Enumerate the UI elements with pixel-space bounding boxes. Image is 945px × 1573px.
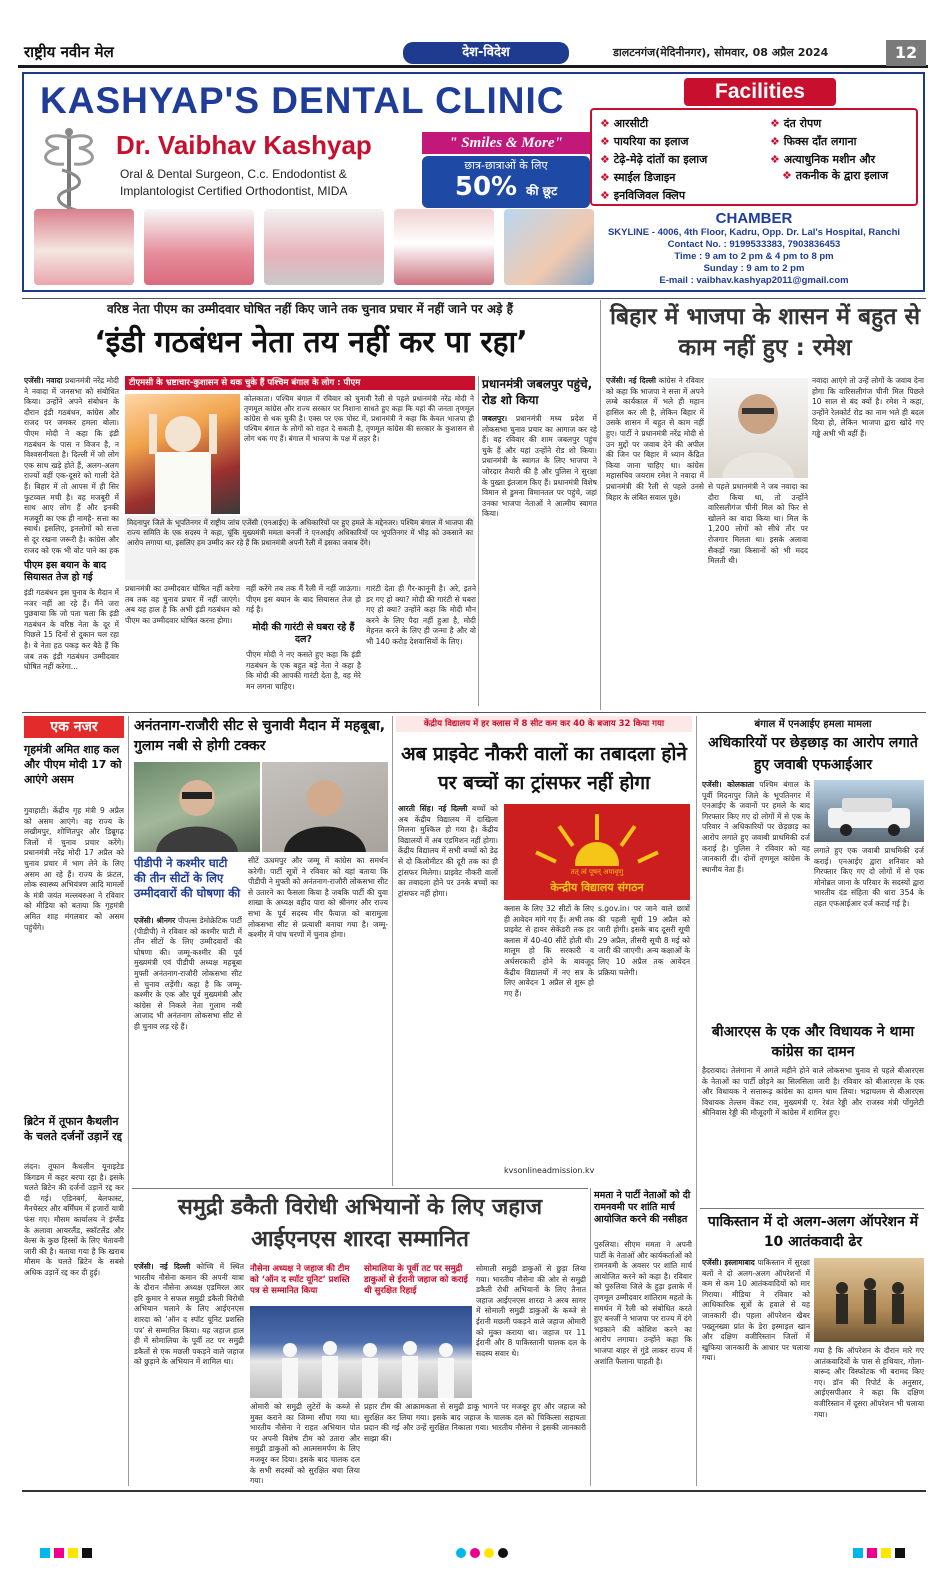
pak-column-2: गया है कि ऑपरेशन के दौरान मारे गए आतंकवादियों के पास से हथियार, गोला-बारूद और विस्फोटक भी बरामद किए गए। डॉन की रिपोर्ट के अनुसार, आईएसपीआर ने कहा कि दक्षिण वजीरिस्तान में दूसरा ऑपरेशन भी चलाया गया। (814, 1346, 924, 1419)
chamber-sunday: Sunday : 9 am to 2 pm (703, 263, 805, 274)
newspaper-logo: राष्ट्रीय नवीन मेल (24, 43, 114, 61)
doctor-credentials (120, 166, 410, 200)
person-icon (708, 378, 808, 478)
kv-text: बच्चों को अब केंद्रीय विद्यालय में दाखिला मिलना मुश्किल हो गया है। केंद्रीय विद्यालयों में अब एडमिशन नहीं होगा। केंद्रीय विद्यालय में सभी बच्चों को डेढ़ से दो किलोमीटर की दूरी तक का ही ट्रांसफर मिलेगा। प्राइवेट नौकरी वालों का तबादला होने पर उनके बच्चों का ट्रांसफर नहीं होगा। (398, 804, 498, 898)
facility-item-continued: ❖ तकनीक के द्वारा इलाज (782, 168, 888, 183)
ceremony-icon (250, 1306, 472, 1398)
black-swatch (82, 1548, 92, 1558)
chamber-title: CHAMBER (715, 210, 793, 227)
divider (696, 716, 697, 1486)
soldiers-icon (814, 1258, 924, 1342)
chamber-email: E-mail : vaibhav.kashyap2011@gmail.com (659, 275, 849, 286)
chamber-contact: Contact No. : 9199533383, 7903836453 (667, 239, 841, 250)
ek-nazar-label: एक नजर (24, 716, 124, 738)
anantnag-headline: अनंतनाग-राजौरी सीट से चुनावी मैदान में महबूबा, गुलाम नबी से होगी टक्कर (134, 718, 386, 754)
ek-nazar-body-2: लंदन। तूफान कैथलीन यूनाइटेड किंगडम में कहर बरपा रहा है। इसके चलते ब्रिटेन की दर्जनों उड़ानें रद्द कर दी गई। एडिनबर्ग, बेलफास्ट, मैनचेस्टर और बर्मिंघम में हजारों यात्री फंस गए। मौसम कार्यालय ने इंग्लैंड के अलावा आयरलैंड, स्कॉटलैंड और वेल्स के कुछ हिस्सों के लिए चेतावनी जारी की है। बताया गया है कि खराब मौसम के चलते ब्रिटेन के सबसे अधिक उड़ानें रद्द कर दी हुई। (24, 1162, 124, 1277)
kv-column-2: क्लास के लिए 32 सीटों के लिए ही आवेदन मांगे गए हैं। अभी तक प्राइवेट से हायर सेकेंडरी तक हर क्लास में 40-40 सीटें होती थी। मालूम हो कि सरकारी व अर्धसरकारी होने के बावजूद केंद्रीय विद्यालयों में नए सत्र के लिए आवेदन 1 अप्रैल से शुरू हो गए हैं। (504, 904, 594, 998)
magenta-swatch (54, 1548, 64, 1558)
black-dot (498, 1548, 508, 1558)
implant-photo (264, 209, 384, 285)
person-icon (262, 762, 388, 852)
divider (132, 1188, 588, 1189)
ad-tagline: " Smiles & More" (422, 132, 590, 154)
navy-column-5: प्रहार टीम की आक्रामकता से समुद्री डाकू भागने पर मजबूर हुए और जहाज को सुरक्षित कर लिया गया। इसके बाद जहाज के चालक दल को चिकित्सा सहायता प्रदान की गई और उन्हें सुरक्षित निकाला गया। भारतीय नौसेना ने इसकी जानकारी साझा की। (364, 1402, 586, 1443)
doctor-name: Dr. Vaibhav Kashyap (116, 130, 372, 160)
offer-audience: छात्र-छात्राओं के लिए (464, 159, 548, 172)
anantnag-subheading: पीडीपी ने कश्मीर घाटी की तीन सीटों के लिए उम्मीदवारों की घोषणा की (134, 856, 241, 900)
ek-nazar-body: गुवाहाटी। केंद्रीय गृह मंत्री 9 अप्रैल को असम आएंगे। वह राज्य के लखीमपुर, शोणितपुर और डिब्रूगढ़ जिलों में चुनाव प्रचार करेंगे। प्रधानमंत्री नरेंद्र मोदी 17 अप्रैल को चुनाव प्रचार में भाग लेने के लिए असम आ रहे हैं। राज्य के फ्रंटल, लोक स्वास्थ्य अभियंत्रण आदि मामलों के मंत्री जयंत मल्लबरुआ ने रविवार को मीडिया को बताया कि गृहमंत्री अमित शाह मंगलवार को असम पहुंचेंगे। (24, 806, 124, 932)
magenta-dot (470, 1548, 480, 1558)
divider (22, 712, 926, 713)
yellow-dot (484, 1548, 494, 1558)
magenta-swatch (867, 1548, 877, 1558)
navy-byline: एजेंसी। नई दिल्ली (134, 1262, 191, 1271)
divider (128, 716, 129, 1486)
lead-byline: एजेंसी। नवादा (24, 376, 63, 385)
facility-item: ❖ दंत रोपण (770, 116, 821, 131)
rally-figure-icon (125, 394, 240, 514)
tmc-subheading: मोदी की गारंटी से घबरा रहे हैं दल? (252, 622, 355, 645)
facility-item: ❖ इनविजिवल क्लिप (600, 188, 685, 203)
anantnag-body (134, 916, 242, 1188)
yellow-swatch (881, 1548, 891, 1558)
anantnag-byline: एजेंसी। श्रीनगर (134, 916, 176, 925)
chamber-info (590, 210, 918, 287)
tmc-column-b-text: पीएम मोदी ने नए कसते हुए कहा कि इंडी गठबंधन के एक बहुत बड़े नेता ने कहा है कि मोदी की आपकी गारंटी देता है, वह मेरे मन लगना चाहिए। (246, 650, 361, 691)
bihar-column-1 (606, 376, 704, 708)
jabalpur-headline: प्रधानमंत्री जबलपुर पहुंचे, रोड शो किया (482, 377, 593, 407)
navy-body (134, 1262, 244, 1486)
kv-headline: अब प्राइवेट नौकरी वालों का तबादला होने पर बच्चों का ट्रांसफर नहीं होगा (401, 743, 687, 794)
ek-nazar-headline: गृहमंत्री अमित शाह कल और पीएम मोदी 17 को आएंगे असम (24, 743, 122, 786)
person-icon (134, 762, 260, 852)
facility-item: ❖ अत्याधुनिक मशीन और (770, 152, 875, 167)
navy-ceremony-photo (250, 1306, 472, 1398)
tmc-column-b: नहीं करेंगे तब तक मैं रैली में नहीं जाऊंगा। पीएम इस बयान के बाद सियासत तेज हो गई है। (246, 584, 361, 615)
kv-body (398, 804, 498, 1182)
modi-rally-photo (125, 394, 240, 514)
ghulam-nabi-photo (262, 762, 388, 852)
mehbooba-photo (134, 762, 260, 852)
pak-body (702, 1258, 810, 1486)
nia-headline: अधिकारियों पर छेड़छाड़ का आरोप लगाते हुए जवाबी एफआईआर (708, 735, 918, 773)
divider (590, 1188, 591, 1486)
lead-column-1 (24, 376, 119, 556)
tmc-column-c: गारंटी देता ही गैर-कानूनी है। अरे, इतने डर गए हो क्या? मोदी की गारंटी से घबरा गए हो क्या? उन्होंने कहा कि मोदी मौन करने के लिए पैदा नहीं हुआ है, मोदी मेहनत करने के लिए ही जन्मा है और वो भी 140 करोड़ देशवासियों के लिए। (366, 584, 476, 646)
ek-nazar-subheading: ब्रिटेन में तूफान कैथलीन के चलते दर्जनों उड़ानें रद्द (24, 1115, 123, 1143)
kv-column-3: s.gov.in। पर जाने वाले छात्रों की पहली सूची 19 अप्रैल को जारी होगी। इसके बाद दूसरी सूची 29 अप्रैल, तीसरी सूची 8 मई को जारी की जाएगी। अन्य कक्षाओं के लिए 10 अप्रैल तक आवेदन प्रक्रिया चलेगी। (598, 904, 690, 977)
navy-column-3: सोमाली समुद्री डाकुओं से छुड़ा लिया गया। भारतीय नौसेना की ओर से समुद्री डकैती रोधी अभियानों के लिए तैनात जहाज आईएनएस शारदा ने अरब सागर में सोमाली समुद्री डाकुओं के कब्जे से ईरानी मछली पकड़ने वाले जहाज ओमारी को मुक्त कराया था। जहाज पर 11 ईरानी और 8 पाकिस्तानी चालक दल के सदस्य सवार थे। (476, 1264, 586, 1358)
jabalpur-body (482, 414, 597, 706)
offer-percent-value: 50% (454, 172, 518, 202)
soldiers-photo (814, 1258, 924, 1342)
kvs-motto: तत् त्वं पूषन् अपावृणु (570, 868, 624, 876)
dental-clinic-ad (22, 72, 925, 292)
yellow-swatch (68, 1548, 78, 1558)
nia-column-2: लगाते हुए एक जवाबी प्राथमिकी दर्ज कराई। एनआईए द्वारा शनिवार को गिरफ्तार किए गए दो लोगों में से एक मोनोब्रत जाना के परिवार के सदस्यों द्वारा भारतीय दंड संहिता की धारा 354 के तहत एफआईआर दर्ज कराई गई है। (814, 846, 924, 908)
child-checkup-photo (504, 209, 594, 285)
jairam-ramesh-photo (708, 378, 808, 478)
facility-item: ❖ आरसीटी (600, 116, 648, 131)
tmc-caption: मिदनापुर जिले के भूपतिनगर में राष्ट्रीय जांच एजेंसी (एनआईए) के अधिकारियों पर हुए हमले के मद्देनजर। पश्चिम बंगाल में भाजपा की राज्य समिति के एक सदस्य ने कहा, चूंकि मुख्यमंत्री ममता बनर्जी ने एनआईए अधिकारियों पर भूपतिनगर में भीड़ को उकसाने का आरोप लगाया था, इसलिए हम उम्मीद कर रहे हैं कि प्रधानमंत्री अपनी रैली में इसका जवाब देंगे। (125, 516, 475, 580)
navy-column-4: ओमारी को समुद्री लुटेरों के कब्जे से मुक्त कराने का जिम्मा सौंपा गया था। भारतीय नौसेना ने राहत अभियान पोत पर अपनी विशेष टीम को उतारा और समुद्री डाकुओं को आत्मसमर्पण के लिए मजबूर कर दिया। इसके बाद चालक दल के सभी सदस्यों को सुरक्षित बचा लिया गया। (250, 1402, 360, 1486)
bihar-text: कांग्रेस ने रविवार को कहा कि भाजपा ने सत्ता में अपने लम्बे कार्यकाल में भले ही महान हासिल कर ली है, लेकिन बिहार में उसके शासन में बहुत से काम नहीं हुए। पार्टी ने प्रधानमंत्री नरेंद्र मोदी से उन मुद्दों पर जवाब देने की अपील की जिन पर बिहार में ध्यान केंद्रित किया जाना चाहिए था। कांग्रेस महासचिव जयराम रमेश ने नवादा में प्रधानमंत्री की रैली से पहले उनसे बिहार के लंबित सवाल पूछे। (606, 376, 704, 502)
denture-plate-photo (144, 209, 254, 285)
smile-photo (394, 209, 494, 285)
navy-box-2: सोमालिया के पूर्वी तट पर समुद्री डाकुओं से ईरानी जहाज को कराई थी सुरक्षित रिहाई (364, 1264, 468, 1296)
nia-byline: एजेंसी। कोलकाता (702, 780, 754, 789)
jabalpur-byline: जबलपुर। (482, 414, 508, 423)
kvs-logo-text: केन्द्रीय विद्यालय संगठन (550, 881, 644, 894)
ad-title: KASHYAP'S DENTAL CLINIC (40, 80, 565, 121)
pak-text: पाकिस्तान में सुरक्षा बलों ने दो अलग-अलग ऑपरेशनों में कम से कम 10 आतंकवादियों को मार गिराया। मीडिया ने रविवार को आधिकारिक सूत्रों के हवाले से यह जानकारी दी। पहला ऑपरेशन खैबर पख्तूनख्वा प्रांत के डेरा इस्माइल खान और दक्षिण वजीरिस्तान जिलों में खुफिया जानकारी के आधार पर चलाया गया। (702, 1258, 810, 1363)
kv-byline: आरती सिंह। नई दिल्ली (398, 804, 468, 813)
kvs-logo (504, 804, 690, 900)
dental-photo-strip (34, 209, 594, 287)
offer-percent (422, 173, 590, 205)
masthead (18, 40, 928, 68)
chamber-time: Time : 9 am to 2 pm & 4 pm to 8 pm (674, 251, 834, 262)
lead-headline: ‘इंडी गठबंधन नेता तय नहीं कर पा रहा’ (94, 325, 528, 360)
brs-headline: बीआरएस के एक और विधायक ने थामा कांग्रेस का दामन (711, 1024, 915, 1060)
bihar-headline: बिहार में भाजपा के शासन में बहुत से काम नहीं हुए : रमेश (609, 304, 921, 361)
nia-text: पश्चिम बंगाल के पूर्वी मिदनापुर जिले के भूपतिनगर में एनआईए के जवानों पर हमले के बाद गिरफ्तार किए गए दो लोगों में से एक के परिवार ने अधिकारियों पर छेड़छाड़ का आरोप लगाते हुए जवाबी प्राथमिकी दर्ज कराई है। पुलिस ने रविवार को यह जानकारी दी। दोनों तृणमूल कांग्रेस के स्थानीय नेता हैं। (702, 780, 810, 874)
section-label: देश-विदेश (403, 42, 569, 64)
tmc-body: कोलकाता। पश्चिम बंगाल में रविवार को चुनावी रैली से पहले प्रधानमंत्री नरेंद्र मोदी ने तृणमूल कांग्रेस और राज्य सरकार पर निशाना साधते हुए कहा कि यहां की जनता तृणमूल कांग्रेस से थक चुकी है। एक्स पर एक पोस्ट में, प्रधानमंत्री ने कहा कि केवल भाजपा ही पश्चिम बंगाल के लोगों को राहत दे सकती है, तृणमूल कांग्रेस की सरकार के कुशासन से लोग थक गए हैं। बंगाल में भाजपा के पक्ष में लहर है। (244, 394, 474, 443)
divider (478, 376, 479, 706)
brs-body: हैदराबाद। तेलंगाना में अगले महीने होने वाले लोकसभा चुनाव से पहले बीआरएस के नेताओं का पार्टी छोड़ने का सिलसिला जारी है। रविवार को बीआरएस के एक और विधायक ने सत्तारूढ़ कांग्रेस का दामन थाम लिया। भद्राचलम से बीआरएस विधायक तेल्लम वेंकट राव, मुख्यमंत्री ए. रेवंत रेड्डी और राजस्व मंत्री पोंगुलेटी श्रीनिवास रेड्डी की मौजूदगी में कांग्रेस में शामिल हुए। (702, 1066, 924, 1118)
nia-vehicle-photo (814, 780, 924, 842)
anantnag-text: पीपल्स डेमोक्रेटिक पार्टी (पीडीपी) ने रविवार को कश्मीर घाटी में तीन सीटों के लिए उम्मीदवारों की घोषणा की। जम्मू-कश्मीर की पूर्व मुख्यमंत्री एवं पीडीपी अध्यक्ष महबूबा मुफ्ती अनंतनाग-राजौरी लोकसभा सीट से चुनाव लड़ेंगी। कहा है कि जम्मू-कश्मीर के एक और पूर्व मुख्यमंत्री और कांग्रेस से निकले नेता गुलाम नबी आजाद भी अनंतनाग लोकसभा सीट से ही चुनाव लड़ रहे हैं। (134, 916, 242, 1031)
chamber-address: SKYLINE - 4006, 4th Floor, Kadru, Opp. Dr. Lal's Hospital, Ranchi (607, 227, 901, 238)
tmc-strip: टीएमसी के भ्रष्टाचार-कुशासन से थक चुके हैं पश्चिम बंगाल के लोग : पीएम (125, 376, 475, 390)
credentials-line-2: Implantologist Certified Orthodontist, MIDA (120, 184, 348, 198)
pak-byline: एजेंसी। इस्लामाबाद (702, 1258, 755, 1267)
lead-subheading: पीएम इस बयान के बाद सियासत तेज हो गई (24, 560, 107, 583)
page-number: 12 (886, 40, 926, 66)
facilities-title: Facilities (684, 78, 836, 106)
credentials-line-1: Oral & Dental Surgeon, C.c. Endodontist & (120, 167, 347, 181)
navy-box-1: नौसेना अध्यक्ष ने जहाज की टीम को ‘ऑन द स्पॉट यूनिट’ प्रशस्ति पत्र से सम्मानित किया (250, 1264, 350, 1296)
offer-tail: की छूट (526, 184, 558, 198)
bihar-byline: एजेंसी। नई दिल्ली (606, 376, 656, 385)
facility-item: ❖ स्माईल डिजाइन (600, 170, 675, 185)
kv-url: kvsonlineadmission.kv (504, 1166, 595, 1175)
tmc-column-a: प्रधानमंत्री का उम्मीदवार घोषित नहीं करेगा तब तक वह चुनाव प्रचार में नहीं जाएंगे। अब यह हाल है कि अभी इंडी गठबंधन को पीएम का उम्मीदवार घोषित करना होगा। (125, 584, 240, 625)
divider (700, 1208, 924, 1209)
mamata-body: पुरुलिया। सीएम ममता ने अपनी पार्टी के नेताओं और कार्यकर्ताओं को रामनवमी के अवसर पर शांति मार्च आयोजित करने को कहा है। रविवार को पुरुलिया जिले के हुड़ा इलाके में तृणमूल उम्मीदवार शांतिराम महतो के समर्थन में रैली को संबोधित करते हुए बनर्जी ने भाजपा पर राज्य में दंगे भड़काने की कोशिश करने का आरोप लगाया। उन्होंने कहा कि भाजपा बाहर से गुंडे लाकर राज्य में अशांति फैलाना चाहती है। (594, 1240, 692, 1366)
cyan-dot (456, 1548, 466, 1558)
bihar-column-3: नवादा आएंगे तो उन्हें लोगों के जवाब देना होगा कि वारिसलीगंज चीनी मिल पिछले 10 साल से बंद क्यों है। रमेश ने कहा, उन्होंने रेलकोर्ट रोड का नाम भले ही बदल दिया हो, लेकिन भाजपा द्वारा खोदे गए गड्ढे अभी भी वहीं हैं। (812, 376, 924, 438)
facility-item: ❖ टेढ़े-मेढ़े दांतों का इलाज (600, 152, 707, 167)
color-registration-strip (40, 1548, 905, 1558)
cyan-swatch (40, 1548, 50, 1558)
nia-kicker: बंगाल में एनआईए हमला मामला (754, 719, 872, 730)
divider (600, 300, 601, 710)
facility-item: ❖ पायरिया का इलाज (600, 134, 689, 149)
navy-text: कोच्चि में स्थित भारतीय नौसेना कमान की अपनी यात्रा के दौरान नौसेना अध्यक्ष एडमिरल आर हरि कुमार ने सफल समुद्री डकैती विरोधी अभियान चलाने के लिए आईएनएस शारदा को ‘ऑन द स्पॉट यूनिट प्रशस्ति पत्र’ से सम्मानित किया। यह जहाज हाल ही में सोमालिया के पूर्वी तट पर समुद्री डकैतों से एक मछली पकड़ने वाले जहाज को छुड़ाने के अभियान में शामिल था। (134, 1262, 244, 1367)
lead-kicker: वरिष्ठ नेता पीएम का उम्मीदवार घोषित नहीं किए जाने तक चुनाव प्रचार में नहीं जाने पर अड़े हैं (106, 302, 514, 316)
car-icon (814, 780, 924, 842)
divider (22, 298, 926, 299)
divider (22, 1490, 926, 1492)
facilities-list (590, 108, 918, 206)
dateline: डालटनगंज(मेदिनीनगर), सोमवार, 08 अप्रैल 2024 (613, 46, 829, 59)
pak-headline: पाकिस्तान में दो अलग-अलग ऑपरेशन में 10 आतंकवादी ढेर (707, 1214, 919, 1250)
nia-body (702, 780, 810, 1018)
lead-column-1b: इंडी गठबंधन इस चुनाव के मैदान में नजर नहीं आ रहे हैं। मैंने जरा पुछवाया कि जो पता चला कि इंडी गठबंधन के वरिष्ठ नेता के दूर में पिछले 15 दिनों से दुकान चल रहा है। वे नेता हठ पकड़ कर बैठे हैं कि जब तक इंडी गठबंधन उम्मीदवार घोषित नहीं करेगा... (24, 588, 119, 672)
facility-item: ❖ फिक्स दाँत लगाना (770, 134, 856, 149)
divider (392, 716, 393, 1186)
bihar-column-2: से पहले प्रधानमंत्री ने जब नवादा का दौरा किया था, तो उन्होंने वारिसलीगंज चीनी मिल को फिर से खोलने का वादा किया था। मिल के 1,200 लोगों को सीधे तौर पर रोजगार मिलता था। इसके अलावा सैकड़ों गन्ना किसानों को भी मदद मिलती थी। (708, 482, 808, 566)
dentures-photo (34, 209, 134, 285)
student-offer (422, 156, 590, 208)
black-swatch (895, 1548, 905, 1558)
lead-text: प्रधानमंत्री नरेंद्र मोदी ने नवादा में जनसभा को संबोधित किया। उन्होंने अपने संबोधन के दौरान इंडी गठबंधन, कांग्रेस और राजद पर जमकर हमला बोला। पीएम मोदी ने कहा कि इंडी गठबंधन के पास न विजन है, न विश्वसनीयता है। दिल्ली में जो लोग एक साथ खड़े होते हैं, अलग-अलग राज्यों वहीं एक-दूसरे को गाली देते हैं। बिहार में तो आपस में ही सिर फुटव्वल मची है। वह मजबूरी में साथ आए लोग हैं और इनकी मजबूरी का एक ही नामहै- सत्ता का स्वार्थ। इसलिए, इनलोगों को सत्ता से दूर रखना जरूरी है। कांग्रेस और राजद को एक भी वोट पाने का हक (24, 376, 119, 555)
cyan-swatch (853, 1548, 863, 1558)
kv-strip: केंद्रीय विद्यालय में हर क्लास में 8 सीट कम कर 40 के बजाय 32 किया गया (396, 716, 692, 732)
navy-headline: समुद्री डकैती विरोधी अभियानों के लिए जहाज आईएनएस शारदा सम्मानित (177, 1195, 543, 1252)
mamata-headline: ममता ने पार्टी नेताओं को दी रामनवमी पर शांति मार्च आयोजित करने की नसीहत (594, 1190, 691, 1225)
jabalpur-text: प्रधानमंत्री मध्य प्रदेश में लोकसभा चुनाव प्रचार का आगाज कर रहे हैं। वह रविवार की शाम जबलपुर पहुंच चुके हैं और यहां उन्होंने रोड शो किया। प्रधानमंत्री के स्वागत के लिए भाजपा ने जोरदार तैयारी की है और पुलिस ने सुरक्षा के पुख्ता इंतजाम किए हैं। प्रधानमंत्री विशेष विमान से डुमना विमानतल पर पहुंचे, जहां उनका भाजपा नेताओं ने आत्मीय स्वागत किया। (482, 414, 597, 519)
anantnag-column-2: सीटें ऊधमपुर और जम्मू में कांग्रेस का समर्थन करेगी। पार्टी सूत्रों ने रविवार को यहां बताया कि पीडीपी ने मुफ्ती को अनंतनाग-राजौरी लोकसभा सीट से उतारने का फैसला किया है जबकि पार्टी की युवा शाखा के अध्यक्ष वहीद पारा को श्रीनगर और राज्य सभा के पूर्व सदस्य मीर फैयाज को बारामुला लोकसभा सीट से प्रत्याशी बनाया गया है। जम्मू-कश्मीर में पांच चरणों में चुनाव होगा। (248, 856, 388, 940)
